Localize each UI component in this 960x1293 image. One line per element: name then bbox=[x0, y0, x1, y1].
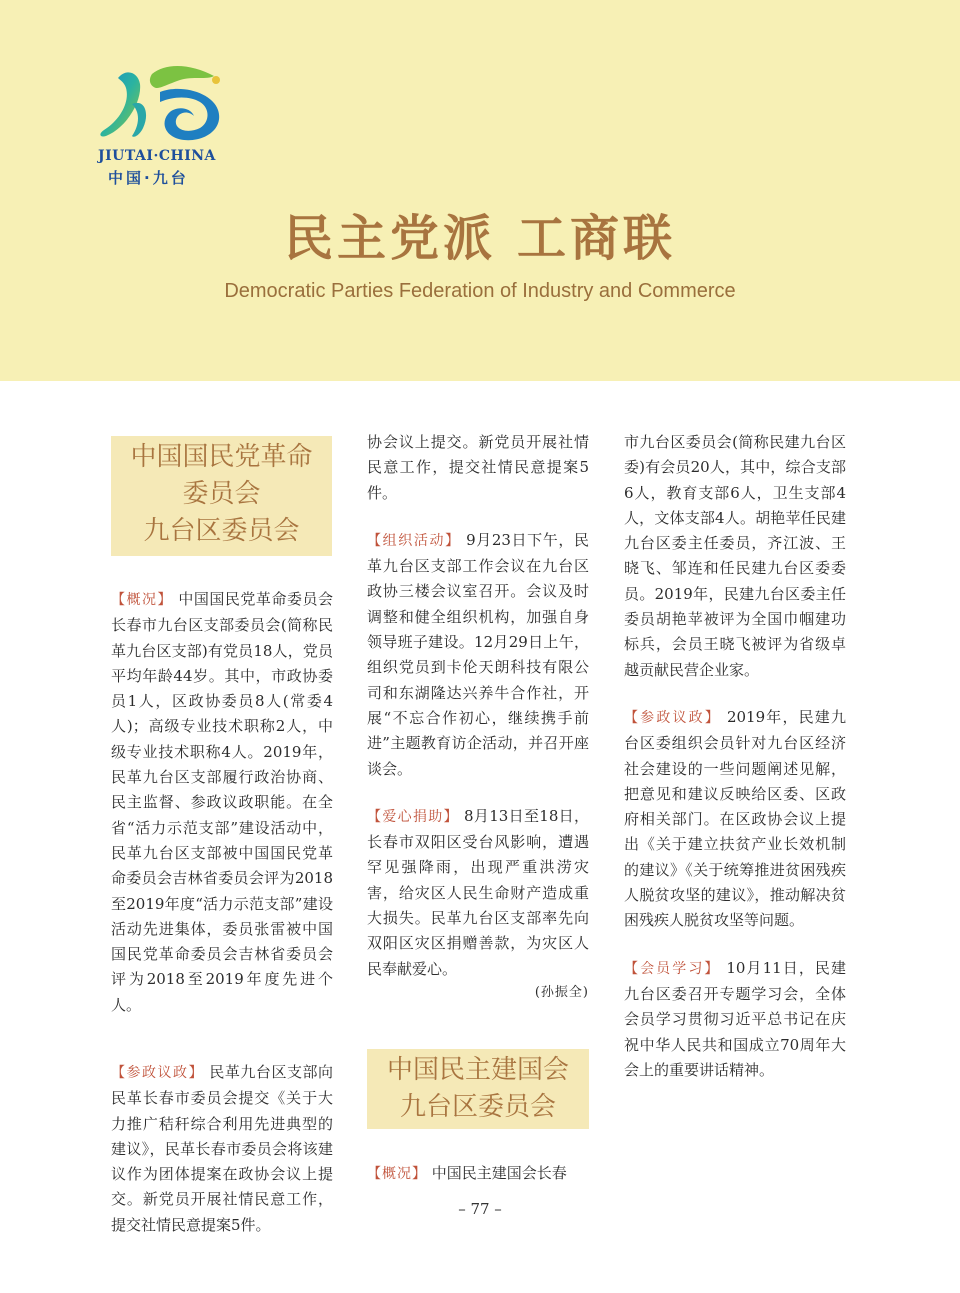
kmt-org-text: 9月23日下午，民革九台区支部工作会议在九台区政协三楼会议室召开。会议及时调整和健全组织机构，加强自身领导班子建设。12月29日上午，组织党员到卡伦天朗科技有限公司和东湖隆达兴养牛合作社，开展“不忘合作初心，继续携手前进”主题教育访企活动，并召开座谈会。 bbox=[367, 530, 589, 778]
overview-tag: 【概况】 bbox=[111, 592, 174, 608]
logo-chinese-text: 中国·九台 bbox=[108, 169, 189, 187]
logo-english-text: JIUTAI·CHINA bbox=[98, 148, 216, 164]
kmt-heading-line: 九台区委员会 bbox=[143, 516, 300, 546]
cndca-politics-tag: 【参政议政】 bbox=[624, 709, 722, 726]
member-study-tag: 【会员学习】 bbox=[624, 960, 721, 977]
page-title: 民主党派 工商联 bbox=[283, 209, 677, 267]
cndca-heading-line: 九台区委员会 bbox=[399, 1092, 556, 1122]
cndca-overview-start-text: 中国民主建国会长春 bbox=[431, 1164, 567, 1182]
kmt-politics-continued: 协会议上提交。新党员开展社情民意工作，提交社情民意提案5件。 bbox=[367, 433, 589, 502]
page-number: – 77 – bbox=[458, 1200, 502, 1218]
org-activity-tag: 【组织活动】 bbox=[367, 532, 461, 549]
kmt-heading-line: 委员会 bbox=[182, 479, 261, 509]
cndca-overview-start bbox=[367, 1161, 589, 1187]
kmt-charity-text: 8月13日至18日，长春市双阳区受台风影响，遭遇罕见强降雨，出现严重洪涝灾害，给灾区人民生命财产造成重大损失。民革九台区支部率先向双阳区灾区捐赠善款，为灾区人民奉献爱心。 bbox=[367, 806, 589, 978]
column-3 bbox=[624, 430, 846, 1083]
kmt-politics-text: 民革九台区支部向民革长春市委员会提交《关于大力推广秸秆综合利用先进典型的建议》，民革长春市委员会将该建议作为团体提案在政协会议上提交。新党员开展社情民意工作，提交社情民意提案5件。 bbox=[111, 1063, 333, 1234]
cndca-study-text: 10月11日，民建九台区委召开专题学习会，全体会员学习贯彻习近平总书记在庆祝中华人民共和国成立70周年大会上的重要讲话精神。 bbox=[624, 958, 846, 1079]
charity-tag: 【爱心捐助】 bbox=[367, 808, 459, 825]
page-subtitle: Democratic Parties Federation of Industry and Commerce bbox=[224, 280, 736, 302]
cndca-politics-text: 2019年，民建九台区委组织会员针对九台区经济社会建设的一些问题阐述见解，把意见和建议反映给区委、区政府相关部门。在区政协会议上提出《关于建立扶贫产业长效机制的建议》《关于统筹推进贫困残疾人脱贫攻坚的建议》，推动解决贫困残疾人脱贫攻坚等问题。 bbox=[624, 707, 846, 930]
kmt-heading-line: 中国国民党革命 bbox=[130, 442, 313, 472]
column-1 bbox=[111, 587, 333, 1018]
cndca-overview-tag: 【概况】 bbox=[367, 1166, 427, 1182]
cndca-section-heading bbox=[367, 1049, 589, 1129]
politics-tag: 【参政议政】 bbox=[111, 1065, 205, 1081]
kmt-section-heading bbox=[111, 436, 332, 556]
kmt-overview-text: 中国国民党革命委员会长春市九台区支部委员会(简称民革九台区支部)有党员18人，党员平均年龄44岁。其中，市政协委员1人，区政协委员8人(常委4人)；高级专业技术职称2人，中级专业技术职称4人。2019年，民革九台区支部履行政治协商、民主监督、参政议政职能。在全省“活力示范支部”建设活动中，民革九台区支部被中国国民党革命委员会吉林省委员会评为2018至2019年度“活力示范支部”建设活动先进集体，委员张雷被中国国民党革命委员会吉林省委员会评为2018至2019年度先进个人。 bbox=[111, 590, 333, 1014]
column-2 bbox=[367, 430, 589, 1005]
cndca-heading-line: 中国民主建国会 bbox=[386, 1055, 569, 1085]
cndca-overview-text: 市九台区委员会(简称民建九台区委)有会员20人，其中，综合支部6人，教育支部6人，卫生支部4人，文体支部4人。胡艳苹任民建九台区委主任委员，齐江波、王晓飞、邹连和任民建九台区委委员。2019年，民建九台区委主任委员胡艳苹被评为全国巾帼建功标兵，会员王晓飞被评为省级卓越贡献民营企业家。 bbox=[624, 433, 846, 679]
author-credit: (孙振全) bbox=[534, 984, 589, 1000]
